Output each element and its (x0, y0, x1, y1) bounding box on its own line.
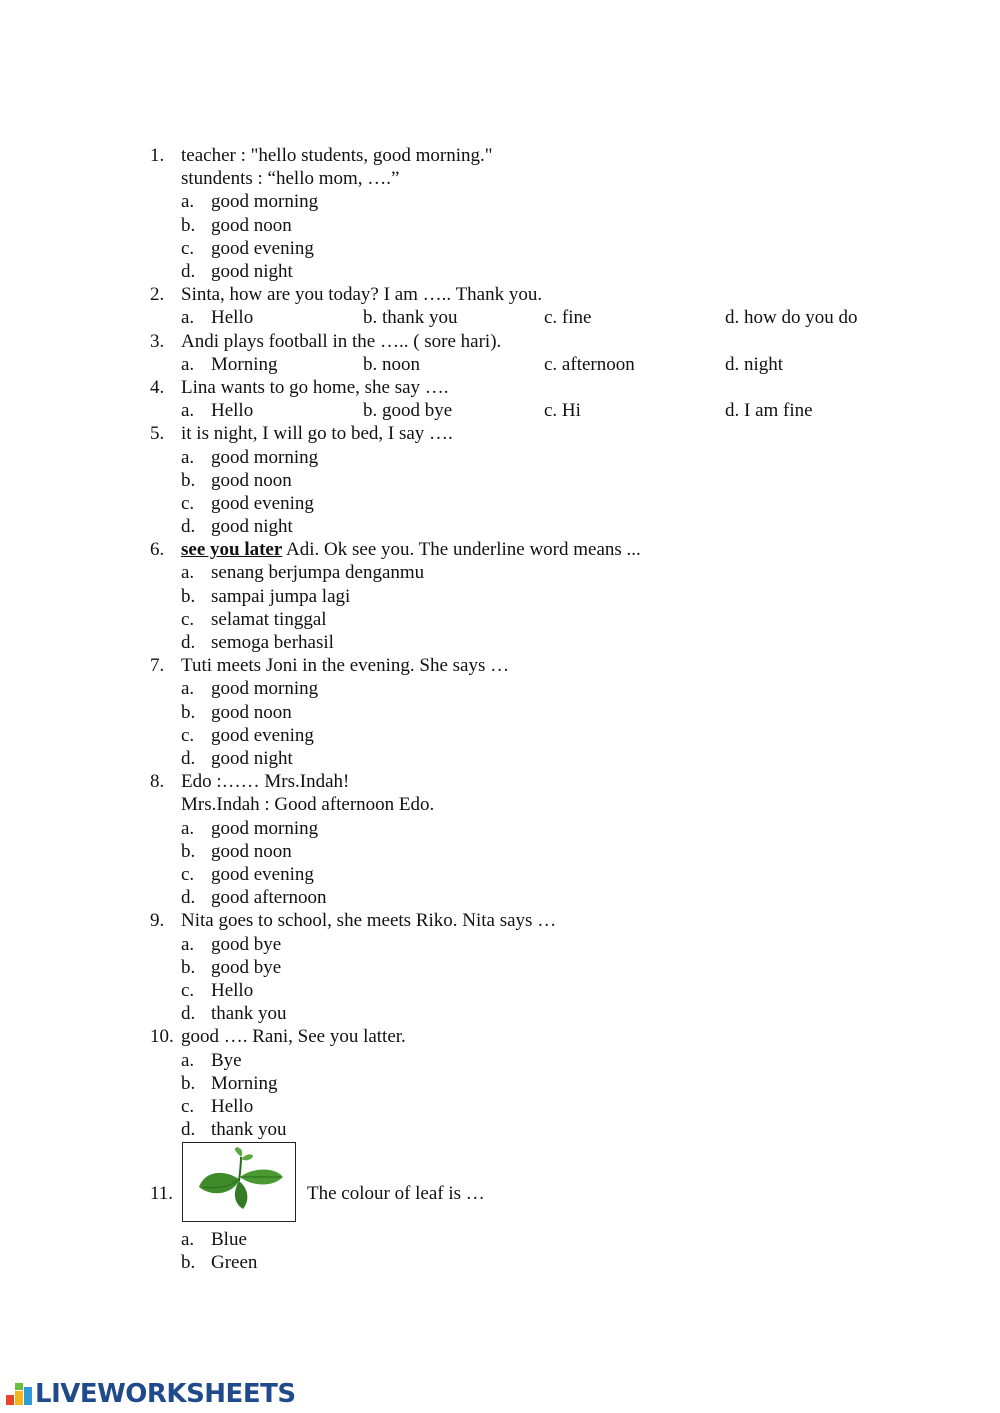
option-b[interactable] (181, 1072, 910, 1095)
option-b[interactable]: b. good bye (363, 400, 453, 422)
option-c[interactable]: c. fine (544, 307, 592, 329)
options-list (181, 817, 910, 910)
option-text: good evening (211, 237, 314, 259)
question-number: 8. (150, 771, 165, 793)
option-letter: a. (181, 1049, 195, 1071)
option-c[interactable] (181, 1095, 910, 1118)
options-list (181, 1049, 910, 1142)
question-number: 3. (150, 330, 165, 352)
option-letter: b. (181, 214, 196, 236)
option-letter: c. (181, 1095, 195, 1117)
question-text-rest: Adi. Ok see you. The underline word means ... (282, 539, 641, 561)
option-d[interactable]: d. how do you do (725, 307, 858, 329)
option-text: good noon (211, 840, 292, 862)
option-text: thank you (211, 1119, 287, 1141)
logo-blocks-icon (6, 1381, 34, 1407)
option-letter: a. (181, 1229, 195, 1251)
option-c[interactable] (181, 979, 910, 1002)
question-4 (150, 376, 910, 422)
option-letter: d. (181, 516, 196, 538)
option-a[interactable] (181, 190, 910, 213)
question-number: 6. (150, 539, 165, 561)
logo-text: LIVEWORKSHEETS (35, 1379, 296, 1409)
option-letter: d. (181, 748, 196, 769)
question-list (150, 144, 910, 1275)
option-letter: b. (181, 701, 196, 723)
option-b[interactable] (181, 956, 910, 979)
question-number: 10. (150, 1026, 174, 1048)
option-d[interactable] (181, 1002, 910, 1025)
option-letter: a. (181, 562, 195, 584)
question-number: 11. (150, 1183, 174, 1205)
question-text: good …. Rani, See you latter. (181, 1026, 406, 1048)
option-text: Hello (211, 307, 254, 329)
question-text: The colour of leaf is … (307, 1183, 485, 1205)
option-b[interactable]: b. thank you (363, 307, 458, 329)
option-letter: d. (181, 887, 196, 909)
question-5 (150, 422, 910, 538)
option-letter: a. (181, 933, 195, 955)
option-b[interactable] (181, 701, 910, 724)
option-a[interactable] (181, 561, 910, 584)
option-text: good night (211, 748, 293, 769)
question-text: teacher : "hello students, good morning." (181, 145, 493, 166)
option-d[interactable]: d. I am fine (725, 400, 813, 422)
option-text: good evening (211, 492, 314, 514)
options-list (181, 677, 910, 770)
option-text: Green (211, 1252, 258, 1274)
option-d[interactable] (181, 747, 910, 770)
option-c[interactable]: c. Hi (544, 400, 581, 422)
option-text: good morning (211, 446, 319, 468)
option-text: good morning (211, 191, 319, 213)
question-9 (150, 909, 910, 1025)
option-text: Blue (211, 1229, 247, 1251)
option-letter: b. (181, 469, 196, 491)
option-letter: c. (181, 979, 195, 1001)
option-letter: b. (181, 1072, 196, 1094)
option-letter: c. (181, 724, 195, 746)
options-row (181, 306, 910, 329)
option-text: Hello (211, 400, 254, 422)
option-text: semoga berhasil (211, 632, 334, 654)
option-letter: c. (181, 608, 195, 630)
question-text: stundents : “hello mom, ….” (181, 168, 400, 190)
option-a[interactable] (181, 677, 910, 700)
option-a[interactable] (181, 353, 278, 376)
option-letter: a. (181, 400, 195, 422)
question-text: Tuti meets Joni in the evening. She says … (181, 655, 510, 677)
option-b[interactable] (181, 585, 910, 608)
option-a[interactable] (181, 1049, 910, 1072)
question-3 (150, 330, 910, 376)
option-letter: d. (181, 1119, 196, 1141)
options-list (181, 190, 910, 283)
option-text: good morning (211, 678, 319, 700)
option-a[interactable] (181, 446, 910, 469)
option-letter: b. (181, 1252, 196, 1274)
options-row (181, 399, 910, 422)
option-b[interactable] (181, 840, 910, 863)
option-letter: c. (181, 492, 195, 514)
question-6 (150, 538, 910, 654)
option-a[interactable] (181, 933, 910, 956)
question-text: Lina wants to go home, she say …. (181, 376, 449, 398)
question-text: Edo :…… Mrs.Indah! (181, 771, 350, 793)
option-letter: b. (181, 585, 196, 607)
option-text: good bye (211, 956, 282, 978)
question-number: 1. (150, 145, 165, 166)
leaf-icon (183, 1143, 295, 1221)
question-text: it is night, I will go to bed, I say …. (181, 423, 453, 445)
option-b[interactable] (181, 469, 910, 492)
option-letter: d. (181, 1003, 196, 1025)
option-text: Morning (211, 353, 278, 375)
question-text: Andi plays football in the ….. ( sore hari). (181, 330, 502, 352)
option-text: good night (211, 260, 293, 282)
option-a[interactable] (181, 1228, 910, 1251)
options-row (181, 353, 910, 376)
option-a[interactable] (181, 399, 253, 422)
leaf-image (182, 1142, 296, 1222)
question-text: Nita goes to school, she meets Riko. Nita says … (181, 910, 557, 932)
option-text: good evening (211, 724, 314, 746)
option-letter: a. (181, 353, 195, 375)
question-1 (150, 144, 910, 283)
option-text: good morning (211, 817, 319, 839)
option-a[interactable] (181, 306, 253, 329)
option-letter: b. (181, 840, 196, 862)
option-d[interactable]: d. night (725, 353, 784, 375)
question-text: Mrs.Indah : Good afternoon Edo. (181, 794, 435, 816)
option-text: good evening (211, 863, 314, 885)
option-text: Morning (211, 1072, 278, 1094)
options-list (181, 446, 910, 539)
question-text (181, 538, 910, 561)
question-number: 2. (150, 284, 165, 306)
option-d[interactable] (181, 631, 910, 654)
question-10 (150, 1025, 910, 1141)
option-d[interactable] (181, 515, 910, 538)
option-a[interactable] (181, 817, 910, 840)
option-text: thank you (211, 1003, 287, 1025)
option-text: Hello (211, 979, 254, 1001)
option-d[interactable] (181, 260, 910, 283)
option-text: good noon (211, 469, 292, 491)
option-c[interactable] (181, 863, 910, 886)
question-number: 9. (150, 910, 165, 932)
question-2 (150, 283, 910, 329)
question-11-row (150, 1141, 910, 1223)
option-b[interactable] (181, 1251, 910, 1274)
option-c[interactable] (181, 724, 910, 747)
question-number: 7. (150, 655, 165, 677)
option-c[interactable]: c. afternoon (544, 353, 635, 375)
option-d[interactable] (181, 886, 910, 909)
option-text: Hello (211, 1095, 254, 1117)
option-letter: b. (181, 956, 196, 978)
option-text: senang berjumpa denganmu (211, 562, 425, 584)
option-letter: c. (181, 237, 195, 259)
option-b[interactable] (181, 214, 910, 237)
question-text: Sinta, how are you today? I am ….. Thank you. (181, 284, 543, 306)
question-11 (150, 1141, 910, 1274)
option-text: good noon (211, 214, 292, 236)
option-letter: a. (181, 307, 195, 329)
options-list (181, 933, 910, 1026)
option-letter: c. (181, 863, 195, 885)
option-c[interactable] (181, 608, 910, 631)
option-letter: a. (181, 446, 195, 468)
option-c[interactable] (181, 492, 910, 515)
question-7 (150, 654, 910, 770)
option-text: good bye (211, 933, 282, 955)
liveworksheets-logo[interactable] (6, 1380, 296, 1408)
option-text: good noon (211, 701, 292, 723)
option-text: good night (211, 516, 293, 538)
options-list (181, 561, 910, 654)
option-letter: a. (181, 817, 195, 839)
option-letter: a. (181, 678, 195, 700)
underlined-phrase: see you later (181, 539, 283, 561)
option-letter: d. (181, 260, 196, 282)
question-8 (150, 770, 910, 909)
option-letter: d. (181, 632, 196, 654)
option-c[interactable] (181, 237, 910, 260)
question-number: 4. (150, 376, 165, 398)
option-letter: a. (181, 191, 195, 213)
option-d[interactable] (181, 1118, 910, 1141)
option-b[interactable]: b. noon (363, 353, 420, 375)
option-text: sampai jumpa lagi (211, 585, 351, 607)
option-text: selamat tinggal (211, 608, 327, 630)
question-number: 5. (150, 423, 165, 445)
option-text: good afternoon (211, 887, 327, 909)
option-text: Bye (211, 1049, 242, 1071)
options-list (181, 1228, 910, 1274)
